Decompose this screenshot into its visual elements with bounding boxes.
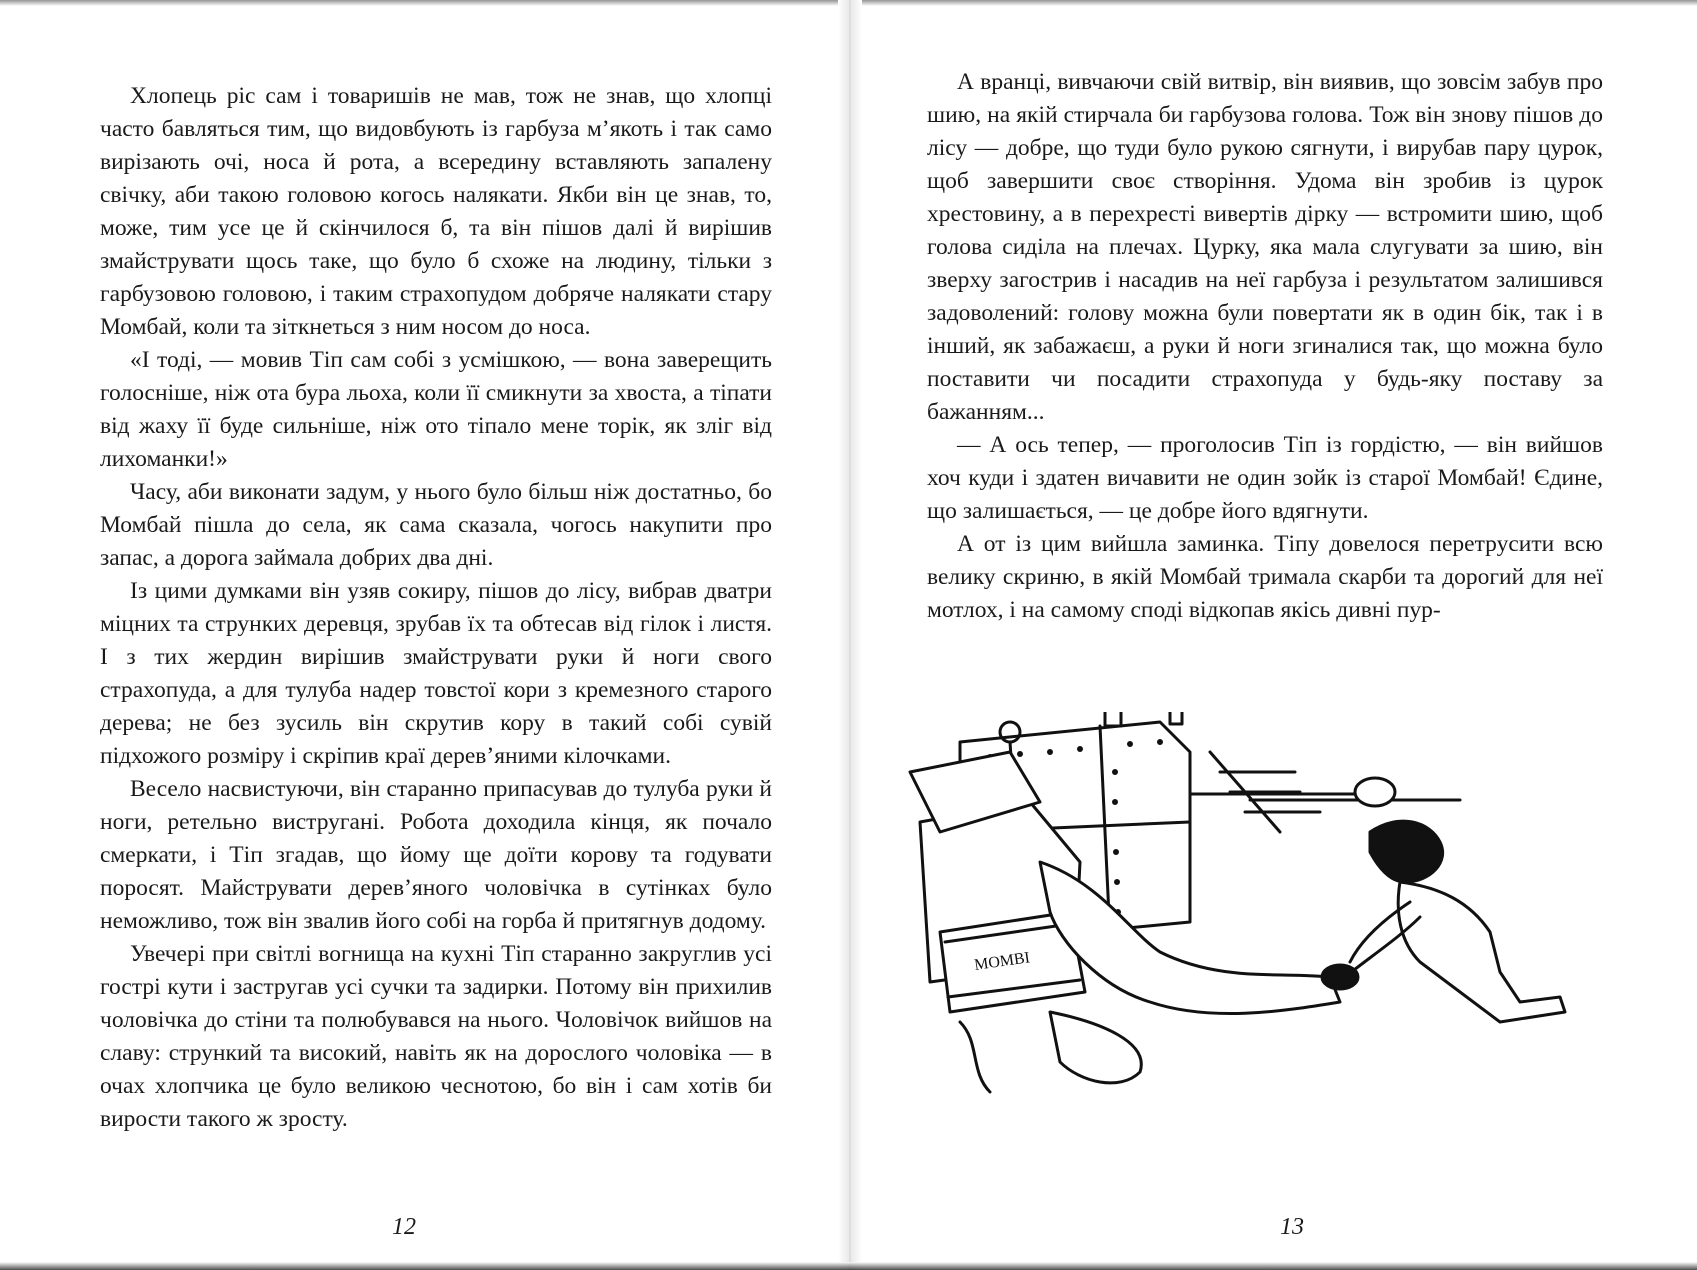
page-number: 13 <box>1280 1214 1304 1240</box>
stairs-icon <box>1210 752 1320 832</box>
paragraph: Хлопець ріс сам і товаришів не мав, тож не знав, що хлопці часто бавляться тим, що видовбують із гарбуза м’якоть і так само вирізають очі, носа й рота, а всередину вставляють запалену свічку, аби такою головою когось налякати. Якби він це знав, то, може, тим усе це й скінчилося б, та він пішов далі й вирішив змайструвати щось таке, що було б схоже на людину, тільки з гарбузовою головою, і таким страхопудом добряче налякати стару Момбай, коли та зіткнеться з ним носом до носа. <box>100 83 772 340</box>
paragraph: Весело насвистуючи, він старанно припасував до тулуба руки й ноги, ретельно вистругані. Робота доходила кінця, як почало смеркати, і Тіп згадав, що йому ще доїти корову та годувати поросят. Майструвати дерев’яного чоловічка в сутінках було неможливо, тож він звалив його собі на горба й притягнув додому. <box>100 776 772 934</box>
paragraph: «І тоді, — мовив Тіп сам собі з усмішкою, — вона заверещить голосніше, ніж ота бура льоха, коли її смикнути за хвоста, а тіпати від жаху її буде сильніше, ніж ото тіпало мене торік, як зліг від лихоманки!» <box>100 347 772 472</box>
paragraph: А вранці, вивчаючи свій витвір, він виявив, що зовсім забув про шию, на якій стирчала би гарбузова голова. Тож він знову пішов до лісу — добре, що туди було рукою сягнути, і вирубав пару цурок, щоб завершити своє створіння. Удома він зробив із цурок хрестовину, а в перехресті вивертів дірку — встромити шию, щоб голова сиділа на плечах. Цурку, яка мала слугувати за шию, він зверху загострив і насадив на неї гарбуза і результатом залишився задоволений: голову можна були повертати як в один бік, так і в інший, як забажаєш, а руки й ноги згиналися так, що можна було поставити чи посадити страхопуда у будь-яку поставу за бажанням... <box>927 69 1603 425</box>
page-number: 12 <box>392 1214 416 1240</box>
paragraph: А от із цим вийшла заминка. Тіпу довелося перетрусити всю велику скриню, в якій Момбай тримала скарби та дорогий для неї мотлох, і на самому споді відкопав якісь дивні пур- <box>927 531 1603 623</box>
boy-tip-icon <box>1322 821 1565 1022</box>
illustration-tip-rummaging-chest <box>900 712 1660 1172</box>
paragraph: Із цими думками він узяв сокиру, пішов до лісу, вибрав дватри міцних та струнких деревця, зрубав їх та обтесав від гілок і листя. І з тих жердин вирішив змайструвати руки й ноги свого страхопуда, а для тулуба надер товстої кори з кремезного старого дерева; не без зусиль він скрутив кору в такий собі сувій підхожого розміру і скріпив краї дерев’яними кілочками. <box>100 578 772 769</box>
book-gutter <box>838 0 862 1270</box>
right-page-text <box>927 66 1603 627</box>
chest-label: MOMBI <box>973 949 1032 974</box>
pot-icon <box>1355 778 1395 806</box>
page-edge-bottom <box>0 1262 1697 1270</box>
bottle-icon <box>1170 712 1182 724</box>
paragraph: Часу, аби виконати задум, у нього було більш ніж достатньо, бо Момбай пішла до села, як сама сказала, чогось накупити про запас, а дорога займала добрих два дні. <box>100 479 772 571</box>
paragraph: Увечері при світлі вогнища на кухні Тіп старанно закруглив усі гострі кути і застругав усі сучки та задирки. Потому він прихилив чоловічка до стіни та полюбувався на нього. Чоловічок вийшов на славу: стрункий та високий, навіть як на дорослого чоловіка — в очах хлопчика це було великою чеснотою, бо він і сам хотів би вирости такого ж зросту. <box>100 941 772 1132</box>
paragraph: — А ось тепер, — проголосив Тіп із гордістю, — він вийшов хоч куди і здатен вичавити не один зойк із старої Момбай! Єдине, що залишається, — це добре його вдягнути. <box>927 432 1603 524</box>
left-page <box>0 0 838 1270</box>
left-page-text <box>100 80 772 1136</box>
jar-icon <box>1105 712 1121 726</box>
